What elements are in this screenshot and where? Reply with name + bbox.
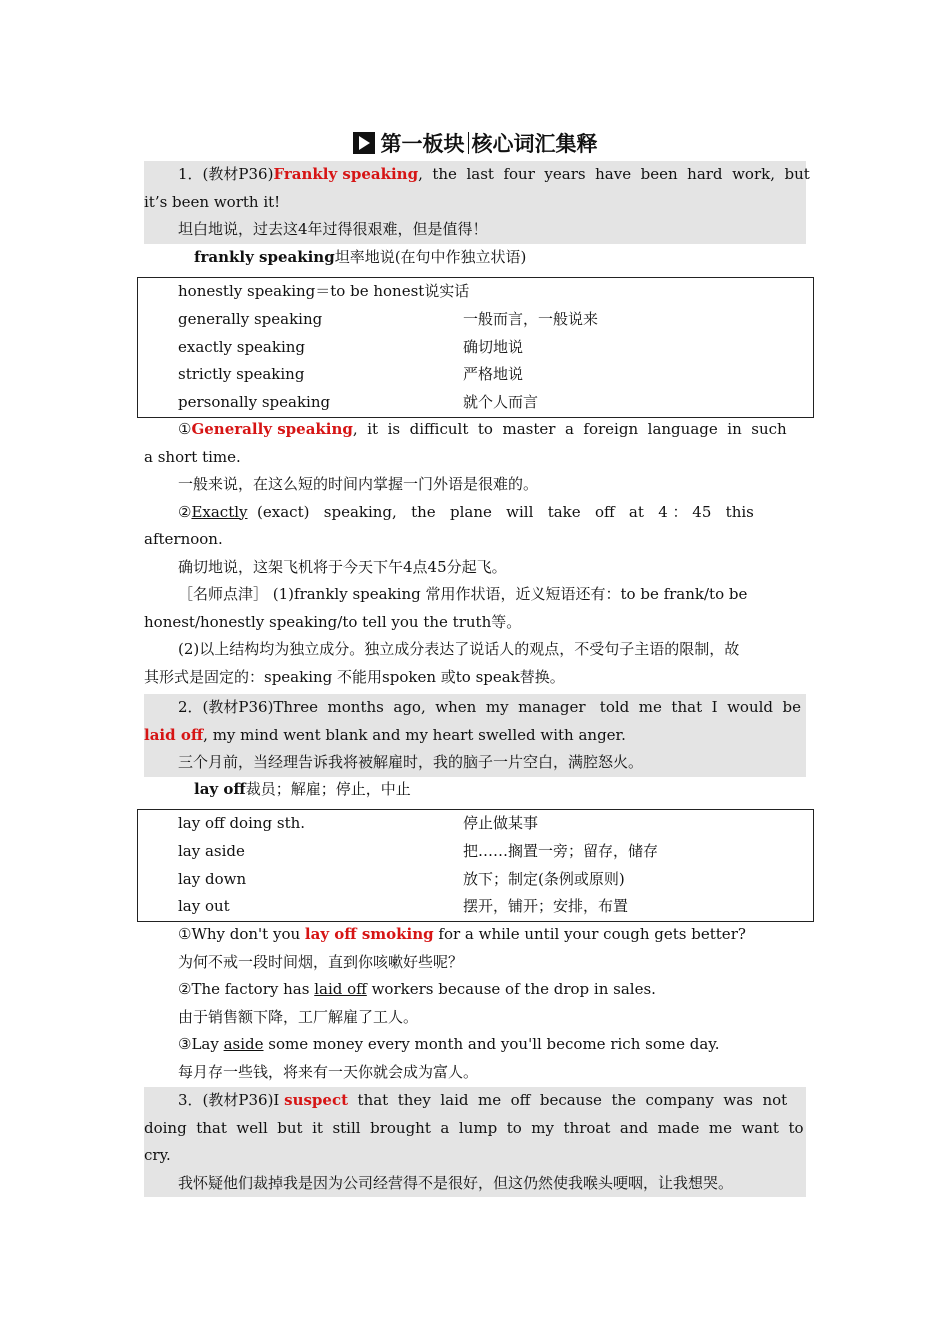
- box1-first-row: [138, 278, 813, 306]
- ex1-text-a: , it is difficult to master a foreign language in such: [352, 420, 787, 438]
- note-line1: ［名师点津］ (1)frankly speaking 常用作状语，近义短语还有：to be frank/to be: [178, 585, 748, 603]
- ex4-key-phrase: laid off: [314, 980, 367, 998]
- item2-text: , my mind went blank and my heart swelled with anger.: [203, 725, 626, 744]
- box2-row: [138, 866, 813, 894]
- item3-number: 3．(教材P36)I: [178, 1091, 285, 1109]
- box1-row-en: generally speaking: [178, 309, 323, 328]
- box1-row: [138, 306, 813, 334]
- item1-head-cn: 坦率地说(在句中作独立状语): [334, 248, 527, 266]
- ex1-key-phrase: Generally speaking: [191, 420, 353, 438]
- ex4-translation: 由于销售额下降，工厂解雇了工人。: [178, 1007, 419, 1026]
- item2-line1: 2．(教材P36)Three months ago, when my manager told me that I would be: [178, 698, 802, 716]
- box2-row-cn: 放下；制定(条例或原则): [463, 869, 625, 888]
- item2-block: [144, 694, 806, 777]
- ex3-translation: 为何不戒一段时间烟，直到你咳嗽好些呢？: [178, 952, 464, 971]
- ex5-key-word: aside: [223, 1035, 264, 1053]
- item1-text-b: it’s been worth it!: [144, 192, 281, 211]
- item1-key-phrase: Frankly speaking: [273, 165, 419, 183]
- ex1-mark: ①: [178, 420, 192, 438]
- ex2-mark: ②: [178, 502, 192, 521]
- note-line3: (2)以上结构均为独立成分。独立成分表达了说话人的观点，不受句子主语的限制，故: [178, 640, 740, 658]
- box2-row-cn: 把……搁置一旁；留存，储存: [463, 841, 659, 860]
- box1-row: [138, 361, 813, 389]
- ex3-key-phrase: lay off smoking: [304, 925, 434, 943]
- ex4-line: [144, 976, 806, 1004]
- item1-head-en: frankly speaking: [194, 248, 335, 266]
- box1-row: [138, 334, 813, 362]
- item1-number: 1．(教材P36): [178, 165, 274, 183]
- ex1-translation: 一般来说，在这么短的时间内掌握一门外语是很难的。: [178, 475, 539, 493]
- item3-line1: [144, 1087, 806, 1115]
- ex2-translation: 确切地说，这架飞机将于今天下午4点45分起飞。: [178, 557, 507, 576]
- section-title: [0, 128, 950, 158]
- note-line4: 其形式是固定的：speaking 不能用spoken 或to speak替换。: [144, 667, 565, 686]
- ex2-key-word: Exactly: [191, 502, 248, 521]
- box2-row-en: lay off doing sth.: [178, 814, 306, 832]
- item2-head-cn: 裁员；解雇；停止，中止: [245, 780, 411, 798]
- box2-row: [138, 810, 813, 838]
- ex4-text-b: workers because of the drop in sales.: [366, 980, 656, 998]
- ex3-text-a: ①Why don't you: [178, 925, 305, 943]
- ex3-line: [144, 921, 806, 949]
- ex5-translation: 每月存一些钱，将来有一天你就会成为富人。: [178, 1062, 479, 1081]
- box2-row: [138, 893, 813, 921]
- box1-first-text: honestly speaking＝to be honest说实话: [178, 282, 470, 300]
- ex2-text-b: afternoon.: [144, 530, 223, 548]
- box2-row: [138, 838, 813, 866]
- item1-block: [144, 161, 810, 244]
- section-title-left: 第一板块: [380, 132, 465, 156]
- item2-head-en: lay off: [194, 780, 246, 798]
- item3-line2: doing that well but it still brought a lump to my throat and made me want to: [144, 1118, 804, 1137]
- item2-translation: 三个月前，当经理告诉我将被解雇时，我的脑子一片空白，满腔怒火。: [178, 753, 644, 771]
- box1-row: [138, 389, 813, 417]
- section-title-right: 核心词汇集释: [471, 132, 598, 156]
- ex2-line1: [144, 499, 806, 527]
- box2-row-cn: 摆开，铺开；安排，布置: [463, 897, 629, 916]
- item1-translation: 坦白地说，过去这4年过得很艰难，但是值得！: [178, 220, 488, 238]
- item3-line3: cry.: [144, 1146, 171, 1164]
- box2-row-en: lay out: [178, 897, 230, 916]
- box2-row-cn: 停止做某事: [463, 814, 539, 832]
- item1-headword: [144, 244, 806, 272]
- item3-text-a: that they laid me off because the company was not: [348, 1091, 788, 1109]
- box1-row-en: strictly speaking: [178, 365, 305, 384]
- box2-row-en: lay aside: [178, 841, 245, 860]
- box1-row-cn: 一般而言，一般说来: [463, 309, 599, 328]
- box1-row-cn: 就个人而言: [463, 393, 539, 412]
- play-triangle-icon: [353, 132, 375, 154]
- item3-translation: 我怀疑他们裁掉我是因为公司经营得不是很好，但这仍然使我喉头哽咽，让我想哭。: [178, 1173, 734, 1192]
- box1-row-cn: 确切地说: [463, 337, 524, 356]
- ex3-text-b: for a while until your cough gets better?: [433, 925, 746, 943]
- example-block-2: [144, 921, 806, 1086]
- item3-block: [144, 1087, 806, 1197]
- item2-key-phrase: laid off: [144, 725, 204, 744]
- note-line2: honest/honestly speaking/to tell you the truth等。: [144, 612, 522, 631]
- title-separator: [468, 132, 469, 154]
- box2-row-en: lay down: [178, 869, 247, 888]
- phrase-box-1: [137, 277, 814, 418]
- ex5-line: [144, 1031, 806, 1059]
- ex5-text-b: some money every month and you'll become rich some day.: [263, 1035, 720, 1053]
- example-block-1: [144, 416, 806, 691]
- box1-row-cn: 严格地说: [463, 365, 524, 384]
- ex1-line1: [144, 416, 806, 444]
- item2-headword: [144, 776, 806, 804]
- box1-row-en: personally speaking: [178, 393, 331, 412]
- ex2-text-a: (exact) speaking, the plane will take off at 4 ： 45 this: [247, 502, 754, 521]
- item2-line2: [144, 722, 806, 750]
- item3-key-word: suspect: [284, 1091, 349, 1109]
- phrase-box-2: [137, 809, 814, 922]
- ex5-text-a: ③Lay: [178, 1035, 224, 1053]
- ex1-text-b: a short time.: [144, 447, 241, 466]
- box1-row-en: exactly speaking: [178, 337, 306, 356]
- item1-line1: [144, 161, 810, 189]
- ex4-text-a: ②The factory has: [178, 980, 315, 998]
- item1-text-a: , the last four years have been hard work, but: [418, 165, 810, 183]
